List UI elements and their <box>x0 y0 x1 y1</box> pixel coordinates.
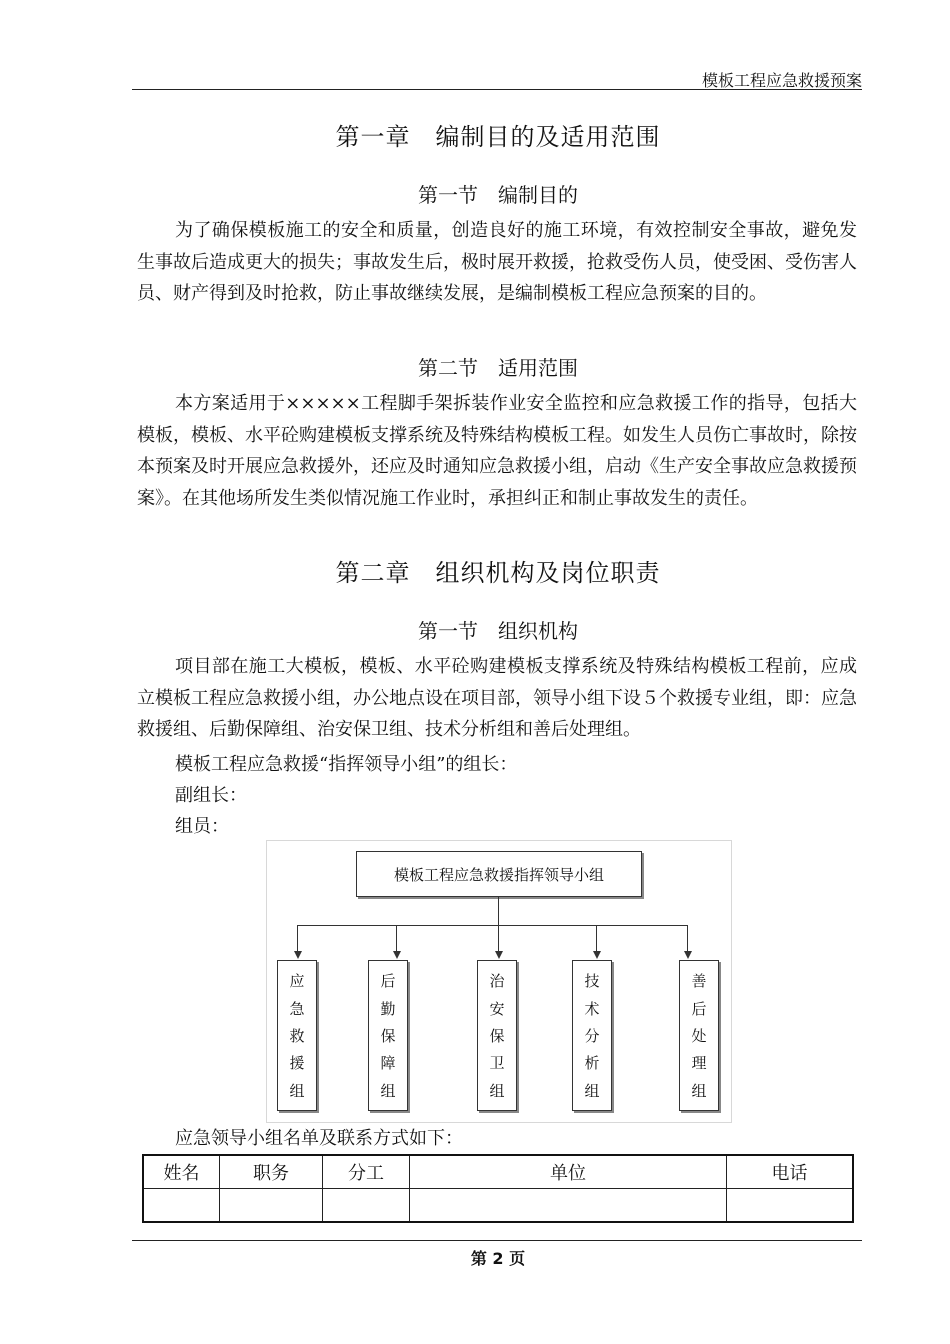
header-rule <box>132 89 862 90</box>
org-connector <box>297 925 298 952</box>
arrow-down-icon <box>393 951 401 959</box>
footer-rule <box>132 1240 862 1241</box>
org-group-char: 后 <box>691 999 707 1018</box>
table-cell <box>143 1189 220 1223</box>
org-group-char: 勤 <box>380 999 396 1018</box>
org-group-char: 组 <box>380 1081 396 1100</box>
section-1-1-body: 为了确保模板施工的安全和质量，创造良好的施工环境，有效控制安全事故，避免发生事故后造成更大的损失；事故发生后，极时展开救援，抢救受伤人员，使受困、受伤害人员、财产得到及时抢救，防止事故继续发展，是编制模板工程应急预案的目的。 <box>137 220 857 304</box>
org-group-char: 保 <box>489 1026 505 1045</box>
column-header-duty: 分工 <box>323 1155 410 1189</box>
org-group-char: 理 <box>691 1054 707 1073</box>
arrow-down-icon <box>495 951 503 959</box>
chapter-2-title: 第二章 组织机构及岗位职责 <box>335 559 661 587</box>
table-cell <box>410 1189 727 1223</box>
section-1-2-title: 第二节 适用范围 <box>418 356 578 380</box>
members-line: 组员： <box>175 816 229 837</box>
org-group-emergency-rescue <box>277 960 317 1111</box>
table-header-row <box>143 1155 853 1189</box>
org-group-char: 善 <box>691 972 707 991</box>
org-connector <box>687 925 688 952</box>
column-header-unit: 单位 <box>410 1155 727 1189</box>
column-header-name: 姓名 <box>143 1155 220 1189</box>
org-group-char: 处 <box>691 1026 707 1045</box>
org-group-char: 术 <box>584 999 600 1018</box>
org-connector <box>498 925 499 952</box>
contacts-table <box>142 1154 854 1223</box>
deputy-line: 副组长： <box>175 785 247 806</box>
org-group-char: 救 <box>289 1026 305 1045</box>
page-number: 第 2 页 <box>470 1249 526 1268</box>
org-group-char: 组 <box>584 1081 600 1100</box>
org-group-char: 组 <box>289 1081 305 1100</box>
table-row <box>143 1189 853 1223</box>
column-header-position: 职务 <box>220 1155 323 1189</box>
org-group-char: 后 <box>380 972 396 991</box>
org-connector <box>396 925 397 952</box>
org-group-char: 组 <box>489 1081 505 1100</box>
org-group-aftermath <box>679 960 719 1111</box>
leader-line: 模板工程应急救援“指挥领导小组”的组长： <box>175 754 518 775</box>
table-cell <box>220 1189 323 1223</box>
arrow-down-icon <box>684 951 692 959</box>
org-chart-top-box: 模板工程应急救援指挥领导小组 <box>356 851 642 897</box>
org-connector <box>498 897 499 925</box>
org-connector <box>297 925 687 926</box>
org-group-char: 障 <box>380 1054 396 1073</box>
section-1-2-body: 本方案适用于×××××工程脚手架拆装作业安全监控和应急救援工作的指导，包括大模板，模板、水平砼购建模板支撑系统及特殊结构模板工程。如发生人员伤亡事故时，除按本预案及时开展应急救援外，还应及时通知应急救援小组，启动《生产安全事故应急救援预案》。在其他场所发生类似情况施工作业时，承担纠正和制止事故发生的责任。 <box>137 393 857 509</box>
org-group-char: 技 <box>584 972 600 991</box>
org-group-security <box>477 960 517 1111</box>
org-group-char: 急 <box>289 999 305 1018</box>
org-group-char: 治 <box>489 972 505 991</box>
table-cell <box>727 1189 854 1223</box>
table-cell <box>323 1189 410 1223</box>
arrow-down-icon <box>294 951 302 959</box>
org-group-char: 卫 <box>489 1054 505 1073</box>
column-header-phone: 电话 <box>727 1155 854 1189</box>
org-group-char: 析 <box>584 1054 600 1073</box>
org-group-logistics <box>368 960 408 1111</box>
contacts-intro: 应急领导小组名单及联系方式如下： <box>175 1128 463 1149</box>
org-group-char: 保 <box>380 1026 396 1045</box>
org-group-technical-analysis <box>572 960 612 1111</box>
org-chart <box>266 840 732 1123</box>
section-1-1-title: 第一节 编制目的 <box>418 183 578 207</box>
org-group-char: 援 <box>289 1054 305 1073</box>
section-2-1-body: 项目部在施工大模板，模板、水平砼购建模板支撑系统及特殊结构模板工程前，应成立模板工程应急救援小组，办公地点设在项目部，领导小组下设５个救援专业组，即：应急救援组、后勤保障组、治安保卫组、技术分析组和善后处理组。 <box>137 656 857 740</box>
org-group-char: 分 <box>584 1026 600 1045</box>
chapter-1-title: 第一章 编制目的及适用范围 <box>335 123 661 151</box>
section-2-1-title: 第一节 组织机构 <box>418 619 578 643</box>
arrow-down-icon <box>593 951 601 959</box>
page-header-title: 模板工程应急救援预案 <box>701 71 862 90</box>
org-connector <box>596 925 597 952</box>
org-group-char: 组 <box>691 1081 707 1100</box>
org-group-char: 应 <box>289 972 305 991</box>
org-group-char: 安 <box>489 999 505 1018</box>
